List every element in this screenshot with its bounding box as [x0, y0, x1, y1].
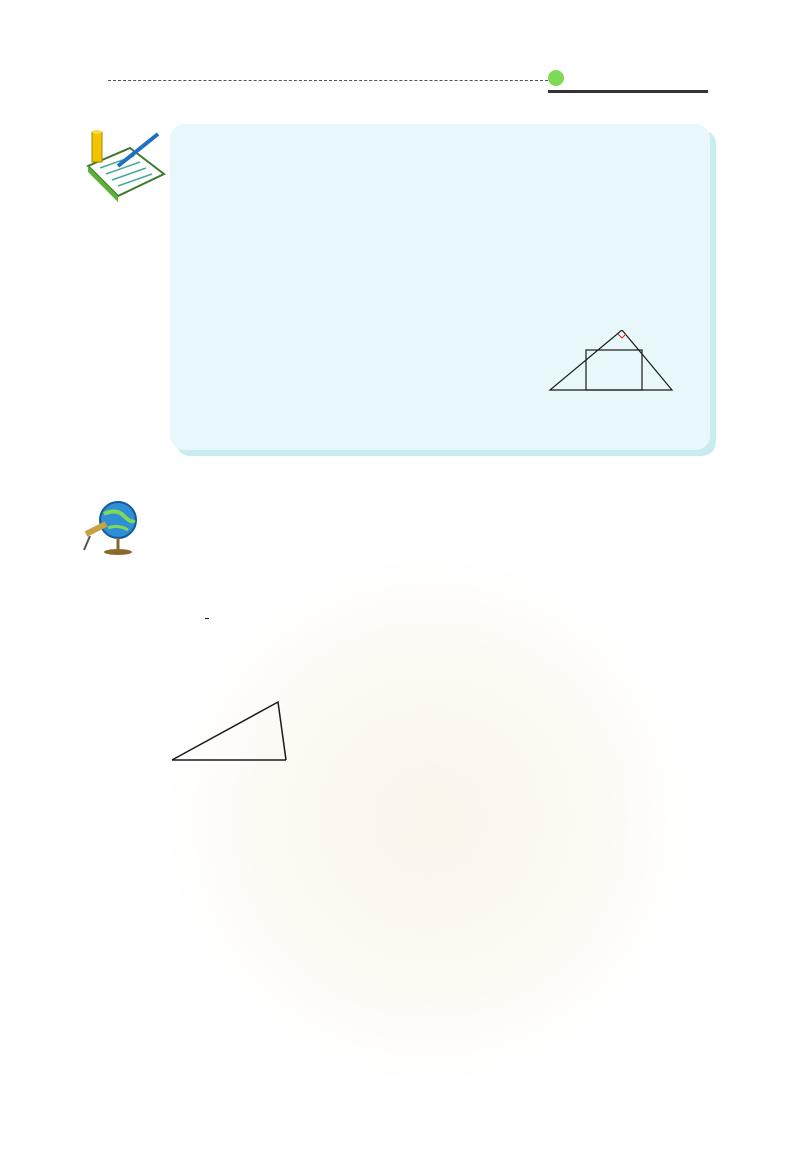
- notebook-pencil-icon: [78, 126, 168, 210]
- figure-6-31: [160, 676, 470, 780]
- right-angle-mark: [618, 334, 626, 338]
- triangle-abc: [550, 330, 672, 390]
- fraction-numerator: [205, 618, 209, 619]
- ratio-fraction: [205, 618, 209, 619]
- section-badge: [548, 70, 564, 86]
- question-3-figure: [542, 330, 692, 450]
- background-watermark: [150, 560, 710, 1080]
- running-header: [548, 66, 708, 93]
- figure-6-31-statement: [170, 600, 710, 636]
- triangle-abc: [172, 702, 286, 760]
- rectangle-defg: [586, 350, 642, 390]
- header-dashed-rule: [108, 80, 548, 81]
- globe-telescope-icon: [72, 494, 162, 568]
